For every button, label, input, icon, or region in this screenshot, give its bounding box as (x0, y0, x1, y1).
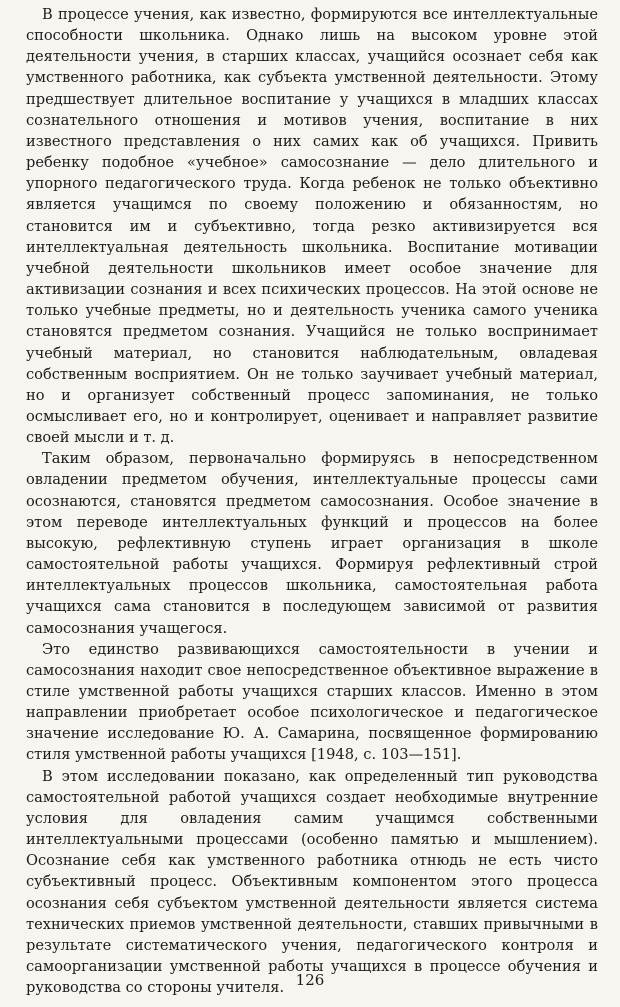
paragraph: Таким образом, первоначально формируясь в непосредственном овладении предметом обучения, интеллектуальные процессы сами осознаются, становятся предметом самосознания. Особое значение в этом переводе интеллектуальных функций и процессов на более высокую, рефлективную ступень играет организация в школе самостоятельной работы учащихся. Формируя рефлективный строй интеллектуальных процессов школьника, самостоятельная работа учащихся сама становится в последующем зависимой от развития самосознания учащегося. (26, 450, 598, 637)
page-number: 126 (295, 971, 325, 989)
paragraph: В процессе учения, как известно, формируются все интеллектуальные способности школьника. Однако лишь на высоком уровне этой деятельности учения, в старших классах, учащийся осознает себя как умственного работника, как субъекта умственной деятельности. Этому предшествует длительное воспитание у учащихся в младших классах сознательного отношения и мотивов учения, воспитание в них известного представления о них самих как об учащихся. Привить ребенку подобное «учебное» самосознание — дело длительного и упорного педагогического труда. Когда ребенок не только объективно является учащимся по своему положению и обязанностям, но становится им и субъективно, тогда резко активизируется вся интеллектуальная деятельность школьника. Воспитание мотивации учебной деятельности школьников имеет особое значение для активизации сознания и всех психических процессов. На этой основе не только учебные предметы, но и деятельность ученика самого ученика становятся предметом сознания. Учащийся не только воспринимает учебный материал, но становится наблюдательным, овладевая собственным восприятием. Он не только заучивает учебный материал, но и организует собственный процесс запоминания, не только осмысливает его, но и контролирует, оценивает и направляет развитие своей мысли и т. д. (26, 6, 598, 447)
paragraph: Это единство развивающихся самостоятельности в учении и самосознания находит свое непосредственное объективное выражение в стиле умственной работы учащихся старших классов. Именно в этом направлении приобретает особое психологическое и педагогическое значение исследование Ю. А. Самарина, посвященное формированию стиля умственной работы учащихся [1948, с. 103—151]. (26, 640, 598, 764)
paragraph: В этом исследовании показано, как определенный тип руководства самостоятельной работой учащихся создает необходимые внутренние условия для овладения самим учащимся собственными интеллектуальными процессами (особенно памятью и мышлением). Осознание себя как умственного работника отнюдь не есть чисто субъективный процесс. Объективным компонентом этого процесса осознания себя субъектом умственной деятельности является система технических приемов умственной деятельности, ставших привычными в результате систематического учения, педагогического контроля и самоорганизации умственной работы учащихся в процессе обучения и руководства со стороны учителя. (26, 767, 598, 997)
page-body (26, 4, 598, 998)
